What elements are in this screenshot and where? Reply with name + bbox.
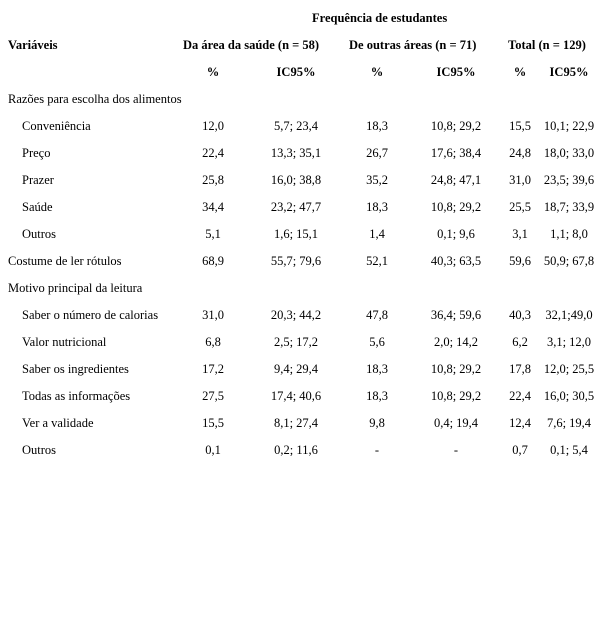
total-ci-cell: 10,1; 22,9	[543, 119, 595, 133]
row-label: Saber os ingredientes	[22, 362, 129, 376]
variables-column-header: Variáveis	[8, 38, 58, 52]
health-pct-cell: 6,8	[205, 335, 221, 349]
other-pct-subheader: %	[370, 65, 384, 79]
health-pct-cell: 34,4	[202, 200, 224, 214]
health-pct-cell: 0,1	[205, 443, 221, 457]
health-pct-cell: 25,8	[202, 173, 224, 187]
other-ci-cell: 10,8; 29,2	[430, 200, 482, 214]
section-label: Razões para escolha dos alimentos	[8, 92, 182, 106]
health-ci-cell: 5,7; 23,4	[273, 119, 319, 133]
health-pct-cell: 68,9	[202, 254, 224, 268]
row-label: Conveniência	[22, 119, 91, 133]
health-ci-cell: 13,3; 35,1	[270, 146, 322, 160]
health-ci-subheader: IC95%	[276, 65, 316, 79]
other-ci-cell: 2,0; 14,2	[433, 335, 479, 349]
other-pct-cell: 52,1	[366, 254, 388, 268]
total-pct-cell: 17,8	[509, 362, 531, 376]
total-pct-cell: 40,3	[509, 308, 531, 322]
other-ci-cell: 0,1; 9,6	[437, 227, 475, 241]
total-pct-cell: 15,5	[509, 119, 531, 133]
other-ci-cell: -	[453, 443, 459, 457]
health-ci-cell: 23,2; 47,7	[270, 200, 322, 214]
table-group-title: Frequência de estudantes	[312, 11, 448, 25]
total-ci-cell: 3,1; 12,0	[546, 335, 592, 349]
health-pct-cell: 27,5	[202, 389, 224, 403]
total-ci-cell: 12,0; 25,5	[543, 362, 595, 376]
row-label: Saber o número de calorias	[22, 308, 159, 322]
other-areas-column-header: De outras áreas (n = 71)	[349, 38, 477, 52]
other-ci-cell: 10,8; 29,2	[430, 362, 482, 376]
other-ci-cell: 24,8; 47,1	[430, 173, 482, 187]
total-ci-cell: 18,0; 33,0	[543, 146, 595, 160]
total-pct-subheader: %	[513, 65, 527, 79]
other-ci-cell: 40,3; 63,5	[430, 254, 482, 268]
total-ci-subheader: IC95%	[549, 65, 589, 79]
total-pct-cell: 0,7	[512, 443, 528, 457]
health-pct-cell: 15,5	[202, 416, 224, 430]
row-label: Outros	[22, 227, 57, 241]
total-ci-cell: 32,1;49,0	[545, 308, 593, 322]
row-label: Saúde	[22, 200, 53, 214]
total-ci-cell: 23,5; 39,6	[543, 173, 595, 187]
other-pct-cell: 18,3	[366, 119, 388, 133]
other-ci-cell: 10,8; 29,2	[430, 119, 482, 133]
total-ci-cell: 7,6; 19,4	[546, 416, 592, 430]
health-ci-cell: 17,4; 40,6	[270, 389, 322, 403]
other-pct-cell: 18,3	[366, 362, 388, 376]
health-ci-cell: 55,7; 79,6	[270, 254, 322, 268]
section-label: Costume de ler rótulos	[8, 254, 122, 268]
total-pct-cell: 12,4	[509, 416, 531, 430]
health-ci-cell: 8,1; 27,4	[273, 416, 319, 430]
row-label: Preço	[22, 146, 51, 160]
other-pct-cell: 18,3	[366, 200, 388, 214]
total-pct-cell: 25,5	[509, 200, 531, 214]
health-ci-cell: 0,2; 11,6	[274, 443, 318, 457]
other-pct-cell: 9,8	[369, 416, 385, 430]
health-pct-cell: 31,0	[202, 308, 224, 322]
other-pct-cell: 5,6	[369, 335, 385, 349]
section-label: Motivo principal da leitura	[8, 281, 143, 295]
other-ci-cell: 17,6; 38,4	[430, 146, 482, 160]
other-pct-cell: 18,3	[366, 389, 388, 403]
row-label: Valor nutricional	[22, 335, 107, 349]
health-pct-cell: 22,4	[202, 146, 224, 160]
total-ci-cell: 50,9; 67,8	[543, 254, 595, 268]
other-pct-cell: 26,7	[366, 146, 388, 160]
row-label: Outros	[22, 443, 57, 457]
other-pct-cell: 47,8	[366, 308, 388, 322]
total-pct-cell: 24,8	[509, 146, 531, 160]
health-ci-cell: 20,3; 44,2	[270, 308, 322, 322]
row-label: Todas as informações	[22, 389, 131, 403]
total-pct-cell: 22,4	[509, 389, 531, 403]
other-ci-cell: 10,8; 29,2	[430, 389, 482, 403]
total-ci-cell: 0,1; 5,4	[550, 443, 588, 457]
other-ci-cell: 36,4; 59,6	[430, 308, 482, 322]
total-pct-cell: 59,6	[509, 254, 531, 268]
other-pct-cell: 1,4	[369, 227, 385, 241]
total-column-header: Total (n = 129)	[508, 38, 586, 52]
other-pct-cell: 35,2	[366, 173, 388, 187]
health-ci-cell: 1,6; 15,1	[273, 227, 319, 241]
total-pct-cell: 6,2	[512, 335, 528, 349]
total-ci-cell: 1,1; 8,0	[550, 227, 588, 241]
health-pct-cell: 12,0	[202, 119, 224, 133]
other-ci-subheader: IC95%	[436, 65, 476, 79]
health-pct-subheader: %	[206, 65, 220, 79]
health-area-column-header: Da área da saúde (n = 58)	[183, 38, 320, 52]
health-ci-cell: 16,0; 38,8	[270, 173, 322, 187]
other-ci-cell: 0,4; 19,4	[433, 416, 479, 430]
health-pct-cell: 17,2	[202, 362, 224, 376]
health-pct-cell: 5,1	[205, 227, 221, 241]
row-label: Ver a validade	[22, 416, 94, 430]
total-ci-cell: 18,7; 33,9	[543, 200, 595, 214]
health-ci-cell: 9,4; 29,4	[273, 362, 319, 376]
total-pct-cell: 31,0	[509, 173, 531, 187]
health-ci-cell: 2,5; 17,2	[273, 335, 319, 349]
total-pct-cell: 3,1	[512, 227, 528, 241]
row-label: Prazer	[22, 173, 54, 187]
total-ci-cell: 16,0; 30,5	[543, 389, 595, 403]
other-pct-cell: -	[374, 443, 380, 457]
